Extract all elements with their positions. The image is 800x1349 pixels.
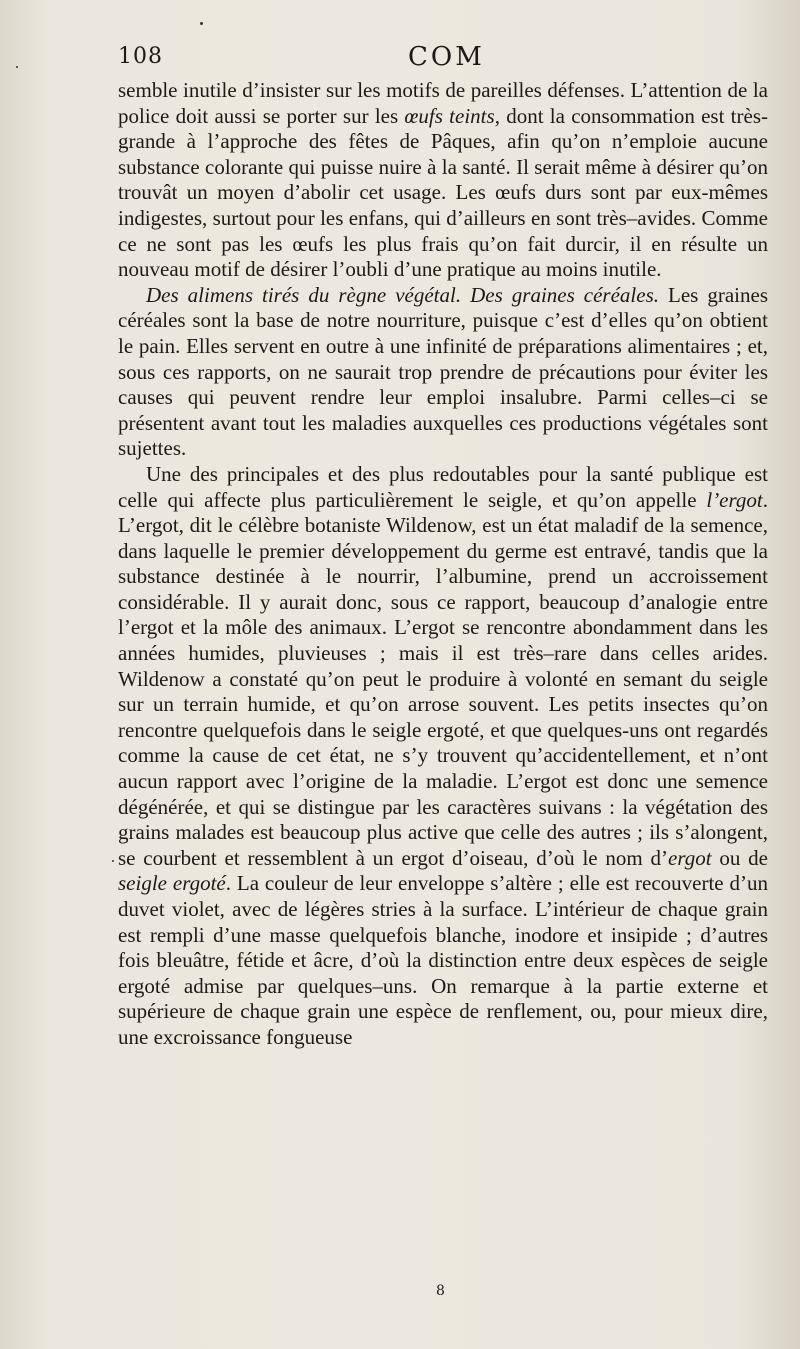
italic-text: œufs teints <box>404 103 495 128</box>
text-run: . La couleur de leur enveloppe s’altère ; elle est recouverte d’un duvet violet, avec de légères stries à la surface. L’intérieur de chaque grain est rempli d’une masse quelquefois blanche, inodore et insipide ; d’autres fois bleuâtre, fétide et âcre, d’où la distinction entre deux espèces de seigle ergoté admise par quelques–uns. On remarque à la partie externe et supérieure de chaque grain une espèce de renflement, ou, pour mieux dire, une excroissance fongueuse <box>118 871 768 1049</box>
paper-speck <box>200 22 203 25</box>
signature-mark: 8 <box>436 1283 445 1299</box>
italic-text: l’ergot <box>706 487 763 512</box>
paragraph <box>118 283 768 462</box>
running-head: COM <box>408 42 485 72</box>
text-run: Une des principales et des plus redoutables pour la santé publique est celle qui affecte plus particulièrement le seigle, et qu’on appelle <box>118 461 768 512</box>
text-run: semble inutile d’insister sur les motifs de pareilles défenses. L’attention de la police doit aussi se porter sur les <box>118 78 768 128</box>
body-text <box>118 78 768 1051</box>
italic-text: Des alimens tirés du règne végétal. Des graines céréales. <box>146 282 659 307</box>
italic-text: seigle ergoté <box>118 871 226 896</box>
page-header <box>118 44 768 80</box>
italic-text: ergot <box>668 845 712 870</box>
page-number: 108 <box>118 44 163 69</box>
paper-speck <box>16 66 18 68</box>
text-run: Les graines céréales sont la base de notre nourriture, puisque c’est d’elles qu’on obtient le pain. Elles servent en outre à une infinité de préparations alimentaires ; et, sous ces rapports, on ne saurait trop prendre de précautions pour éviter les causes qui peuvent rendre leur emploi insalubre. Parmi celles–ci se présentent avant tout les maladies auxquelles ces productions végétales sont sujettes. <box>118 282 768 461</box>
paragraph <box>118 78 768 283</box>
text-run: ou de <box>711 845 768 870</box>
paragraph <box>118 462 768 1051</box>
paper-speck <box>112 860 114 862</box>
text-run: . L’ergot, dit le célèbre botaniste Wildenow, est un état maladif de la semence, dans laquelle le premier développement du germe est entravé, tandis que la substance destinée à le nourrir, l’albumine, prend un accroissement considérable. Il y aurait donc, sous ce rapport, beaucoup d’analogie entre l’ergot et la môle des animaux. L’ergot se rencontre abondamment dans les années humides, pluvieuses ; mais il est très–rare dans celles arides. Wildenow a constaté qu’on peut le produire à volonté en semant du seigle sur un terrain humide, et qu’on arrose souvent. Les petits insectes qu’on rencontre quelquefois dans le seigle ergoté, et que quelques-uns ont regardés comme la cause de cet état, ne s’y trouvent qu’accidentellement, et n’ont aucun rapport avec l’origine de la maladie. L’ergot est donc une semence dégénérée, et qui se distingue par les caractères suivans : la végétation des grains malades est beaucoup plus active que celle des autres ; ils s’alongent, se courbent et ressemblent à un ergot d’oiseau, d’où le nom d’ <box>118 487 768 870</box>
text-run: , dont la consommation est très-grande à l’approche des fêtes de Pâques, afin qu’on n’emploie aucune substance colorante qui puisse nuire à la santé. Il serait même à désirer qu’on trouvât un moyen d’abolir cet usage. Les œufs durs sont par eux-mêmes indigestes, surtout pour les enfans, qui d’ailleurs en sont très–avides. Comme ce ne sont pas les œufs les plus frais qu’on fait durcir, il en résulte un nouveau motif de désirer l’oubli d’une pratique au moins inutile. <box>118 103 769 282</box>
